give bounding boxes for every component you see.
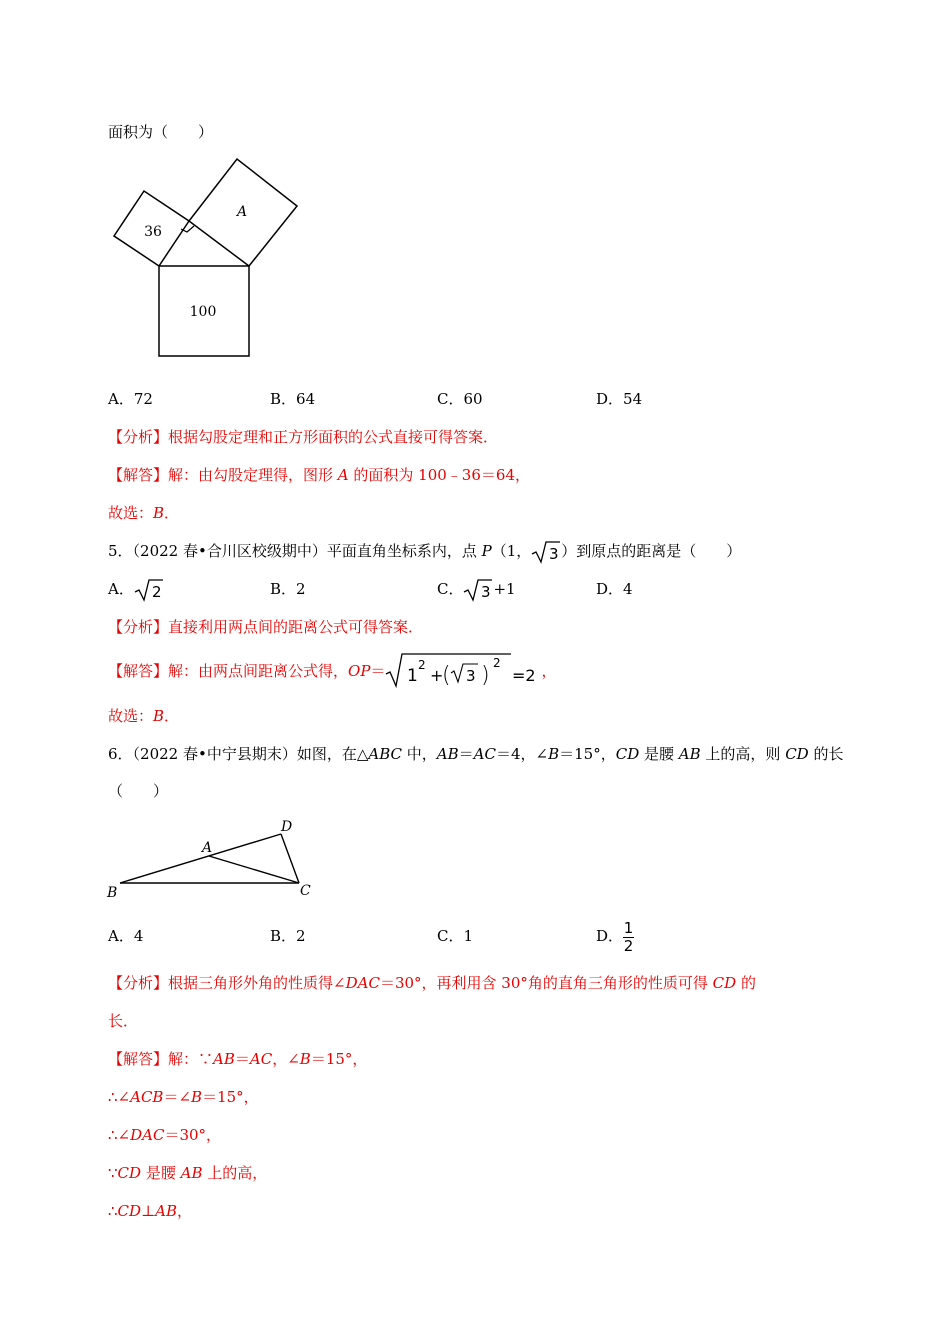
q5-option-b: B．2 [270,580,306,598]
q6-answer-step5: ∴CD⊥AB， [108,1202,193,1220]
q6-stem: 6．（2022 春•中宁县期末）如图，在△ABC 中，AB＝AC＝4，∠B＝15°，CD 是腰 AB 上的高，则 CD 的长 [108,745,844,763]
q6-answer-step3: ∴∠DAC＝30°， [108,1126,222,1144]
q4-stem-tail: 面积为（ ） [108,123,214,141]
sqrt-3 [531,540,561,564]
q5-answer: 【解答】解：由两点间距离公式得，OP＝ 1 2 + ( 3 ) 2 =2 ， [108,652,556,688]
question-number: 5． [108,542,133,560]
svg-text:): ) [481,663,491,688]
q4-option-a: A．72 [108,390,153,408]
label-36: 36 [144,224,162,240]
segment-bd [120,834,281,883]
q6-option-b: B．2 [270,927,306,945]
label-a: A [236,204,248,220]
pythagoras-squares-figure [108,155,308,360]
svg-text:2: 2 [493,656,502,670]
q6-answer-step2: ∴∠ACB＝∠B＝15°， [108,1088,259,1106]
q5-analysis: 【分析】直接利用两点间的距离公式可得答案． [108,618,424,636]
q6-answer-step1: 【解答】解：∵AB＝AC，∠B＝15°， [108,1050,368,1068]
q4-option-b: B．64 [270,390,316,408]
label-a: A [202,840,213,856]
answer-tag: 【解答】 [108,662,169,680]
answer-tag: 【解答】 [108,466,169,484]
q6-option-c: C．1 [437,927,474,945]
triangle-figure [100,812,320,904]
q6-stem-blank: （ ） [108,782,169,800]
q4-choice: 故选：B． [108,504,180,522]
q6-analysis-line2: 长． [108,1012,139,1030]
label-d: D [281,819,293,835]
q4-analysis [108,426,498,448]
q4-option-c: C．60 [437,390,483,408]
sqrt-2 [134,578,164,602]
segment-ac [209,856,299,883]
svg-text:3: 3 [466,667,476,685]
q5-option-d: D．4 [596,580,633,598]
analysis-tag: 【分析】 [108,428,169,446]
q4-answer: 【解答】解：由勾股定理得，图形 A 的面积为 100﹣36＝64， [108,466,530,484]
segment-dc [281,834,299,883]
analysis-tag: 【分析】 [108,974,169,992]
label-100: 100 [189,304,217,320]
label-b: B [107,885,118,901]
q5-choice: 故选：B． [108,707,180,725]
fraction-half: $\frac{1}{2}$ [623,918,634,955]
svg-text:2: 2 [418,658,427,672]
svg-text:1: 1 [407,666,419,686]
q6-option-d: D． $\frac{1}{2}$ [596,918,634,955]
svg-text:2: 2 [151,583,162,601]
label-c: C [300,883,311,899]
answer-tag: 【解答】 [108,1050,169,1068]
sqrt-3-option [463,578,493,602]
svg-text:+: + [430,666,444,685]
svg-text:=2: =2 [512,666,537,685]
q5-option-c: C． 3 +1 [437,580,516,601]
q6-analysis-line1: 【分析】根据三角形外角的性质得∠DAC＝30°，再利用含 30°角的直角三角形的性质可得 CD 的 [108,974,756,992]
analysis-text: 根据勾股定理和正方形面积的公式直接可得答案． [168,428,499,446]
q4-option-d: D．54 [596,390,643,408]
q6-answer-step4: ∵CD 是腰 AB 上的高， [108,1164,268,1182]
q5-option-a: A． 2 [108,578,164,602]
svg-text:3: 3 [549,545,559,563]
analysis-tag: 【分析】 [108,618,169,636]
svg-text:3: 3 [481,583,492,601]
question-number: 6． [108,745,133,763]
distance-formula [385,652,541,688]
svg-text:(: ( [442,663,452,688]
q5-stem: 5．（2022 春•合川区校级期中）平面直角坐标系内，点 P（1， 3 ）到原点的距离是（ ） [108,542,742,563]
q6-option-a: A．4 [108,927,144,945]
